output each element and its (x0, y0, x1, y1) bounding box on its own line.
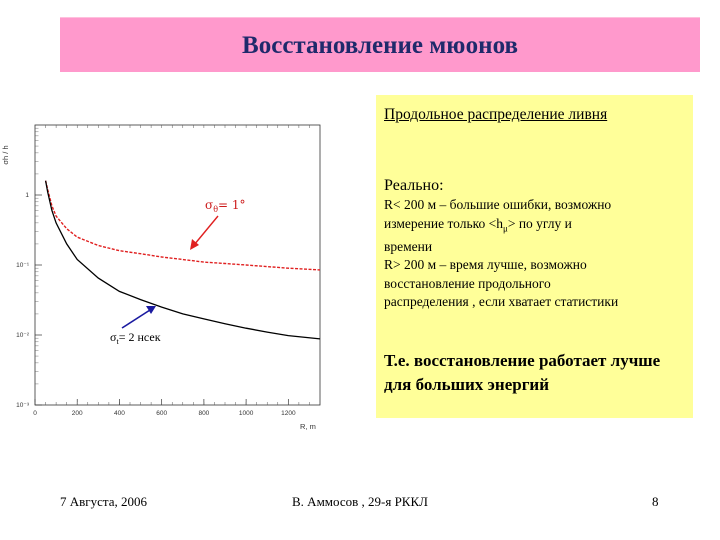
x-tick-label: 1000 (238, 410, 254, 417)
series-black-curve (46, 181, 320, 339)
chart (0, 100, 370, 435)
arrow-head (146, 306, 156, 314)
body-line: восстановление продольного (384, 275, 551, 291)
x-axis-label: R, m (300, 422, 316, 431)
y-tick-label: 10⁻² (16, 332, 29, 339)
body-line: времени (384, 238, 433, 254)
body-line: R< 200 м – большие ошибки, возможно (384, 197, 612, 212)
arrow-line (122, 310, 150, 328)
annotation-sigma-theta: $\sigma_\theta= 1^\circ$ (205, 198, 246, 214)
body-sub: μ (503, 223, 508, 234)
y-tick-label: 10⁻¹ (16, 262, 29, 269)
info-panel (376, 95, 693, 418)
footer-date: 7 Августа, 2006 (60, 494, 147, 509)
annotation-sigma-t: $\sigma_t= 2$ нсек (110, 330, 161, 346)
info-heading: Продольное распределение ливня (384, 106, 608, 123)
body-line (384, 215, 689, 238)
x-tick-label: 0 (33, 410, 37, 417)
slide-title: Восстановление мюонов (242, 32, 518, 59)
body-text: > по углу и (507, 215, 572, 231)
x-tick-label: 200 (71, 410, 83, 417)
body-line: распределения , если хватает статистики (384, 294, 619, 310)
series-red-curve (46, 181, 320, 270)
y-axis-label: σh / h (1, 145, 10, 165)
title-bar (60, 17, 700, 72)
x-tick-label: 600 (156, 410, 168, 417)
info-body (384, 196, 689, 312)
x-tick-label: 1200 (281, 410, 296, 417)
arrow-line (194, 216, 218, 245)
info-subheading: Реально: (384, 177, 444, 194)
plot-frame (35, 125, 320, 405)
y-tick-label: 10⁻³ (16, 402, 29, 409)
footer-page: 8 (652, 494, 659, 509)
y-tick-label: 1 (25, 192, 29, 199)
x-tick-label: 800 (198, 410, 210, 417)
footer-author: В. Аммосов , 29-я РККЛ (292, 494, 428, 509)
body-line: R> 200 м – время лучше, возможно (384, 257, 587, 273)
x-tick-label: 400 (114, 410, 125, 417)
body-text: измерение только <h (384, 215, 504, 231)
info-conclusion: Т.е. восстановление работает лучше для больших энергий (384, 351, 661, 394)
